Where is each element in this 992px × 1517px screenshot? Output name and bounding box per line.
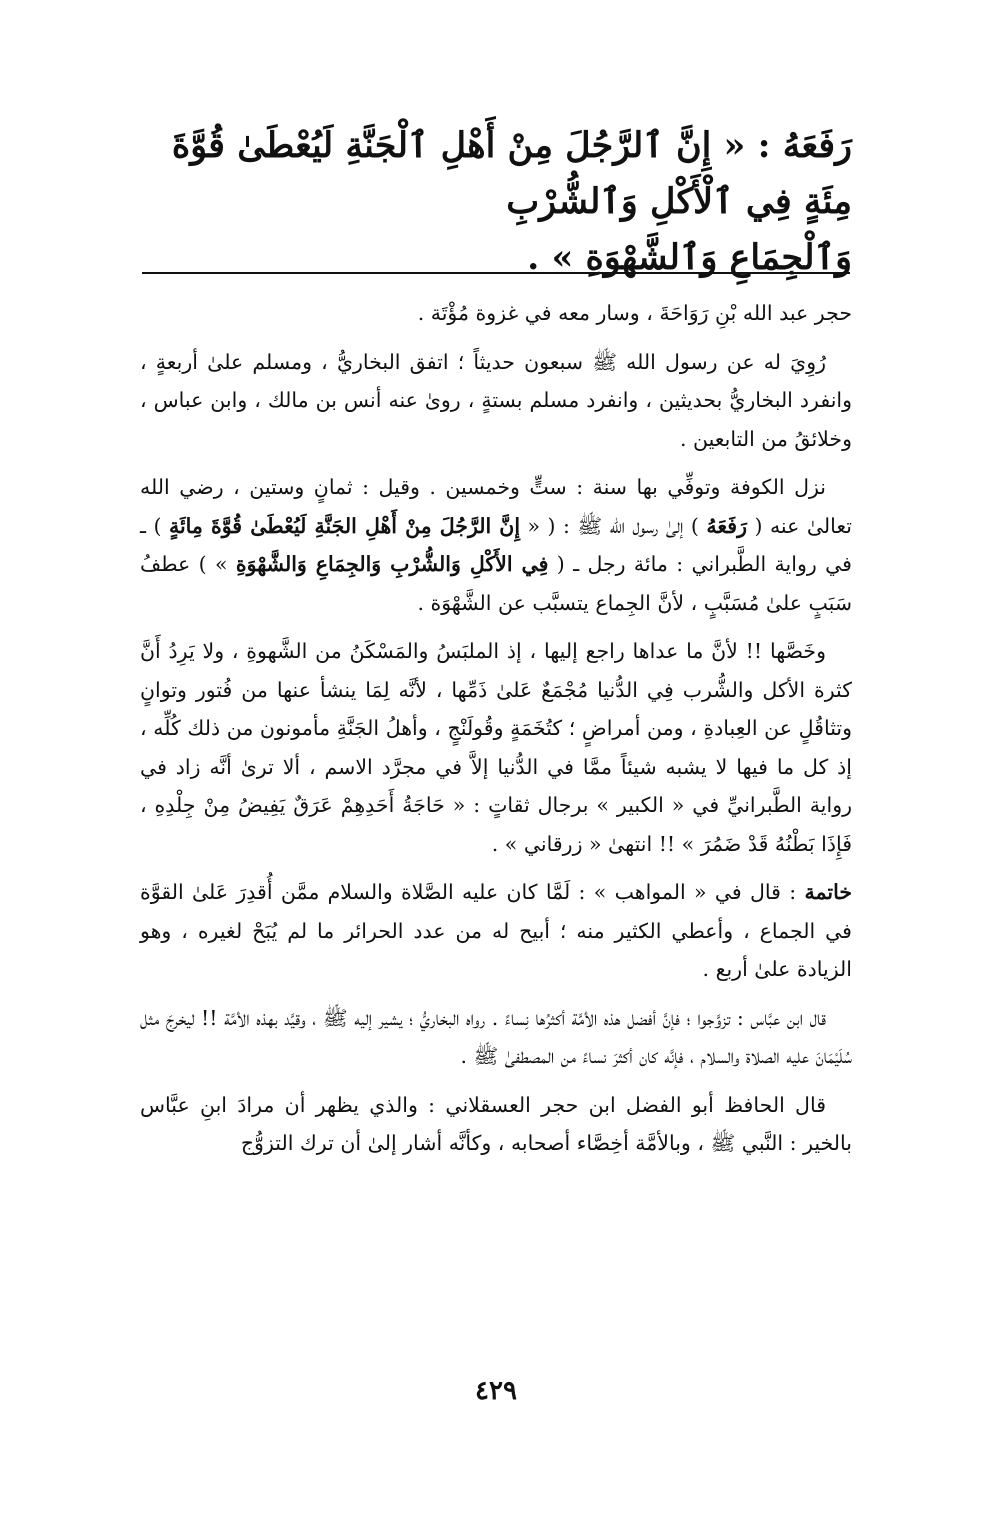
quoted-hadith: إِنَّ الرَّجُلَ مِنْ أَهْلِ الجَنَّةِ لَيُعْطَىٰ قُوَّةَ مِائَةٍ: [168, 513, 521, 538]
text-run: » ) عطفُ سَبَبٍ علىٰ مُسَبَّبٍ ، لأنَّ الجِماع يتسبَّب عن الشَّهْوَة .: [140, 552, 852, 615]
paragraph: وخَصَّها !! لأنَّ ما عداها راجع إليها ، إذ الملبَسُ والمَسْكَنُ من الشَّهوةِ ، ولا يَرِدُ أَنَّ كثرة الأكل والشُّرب فِي الدُّنيا مُجْمَعٌ عَلىٰ ذَمِّها ، لأنَّه لِمَا ينشأ عنها من فُتور وتوانٍ وتثاقُلٍ عن العِبادةِ ، ومن أمراضٍ ؛ كتُخَمَةٍ وقُولَنْجٍ ، وأهلُ الجَنَّةِ مأمونون من ذلك كُلِّه ، إذ كل ما فيها لا يشبه شيئاً ممَّا في الدُّنيا إلاَّ في مجرَّد الاسم ، ألا ترىٰ أنَّه زاد في رواية الطَّبرانيِّ في « الكبير » برجال ثقاتٍ : « حَاجَةُ أَحَدِهِمْ عَرَقٌ يَفِيضُ مِنْ جِلْدِهِ ، فَإِذَا بَطْنُهُ قَدْ ضَمُرَ » !! انتهىٰ « زرقاني » .: [140, 639, 852, 856]
hadith-line-2: وَٱلْجِمَاعِ وَٱلشَّهْوَةِ » .: [527, 237, 852, 278]
section-divider: [142, 272, 850, 274]
text-run: ) ـ في رواية الطَّبراني : مائة رجل ـ (: [140, 513, 852, 576]
text-run: نزل الكوفة وتوفِّي بها سنة : ستٍّ وخمسين . وقيل : ثمانٍ وستين ، رضي الله تعالىٰ عنه (: [140, 475, 852, 538]
text-run: : قال في « المواهب » : لَمَّا كان عليه الصَّلاة والسلام ممَّن أُقدِرَ عَلىٰ القوَّة في الجماع ، وأعطي الكثير منه ؛ أبيح له من عدد الحرائر ما لم يُبَحْ لغيره ، وهو الزيادة علىٰ أربع .: [140, 880, 852, 981]
paragraph: [140, 468, 852, 622]
hadith-text: [140, 118, 852, 286]
hadith-line-1: رَفَعَهُ : « إِنَّ ٱلرَّجُلَ مِنْ أَهْلِ ٱلْجَنَّةِ لَيُعْطَىٰ قُوَّةَ مِئَةٍ فِي ٱلْأَكْلِ وَٱلشُّرْبِ: [171, 125, 852, 222]
paragraph: قال الحافظ أبو الفضل ابن حجر العسقلاني : والذي يظهر أن مرادَ ابنِ عبَّاس بالخير : النَّبي ﷺ ، وبالأمَّة أخِصَّاء أصحابه ، وكأنَّه أشار إلىٰ أن ترك التزوُّج: [140, 1092, 852, 1155]
quoted-hadith: فِي الأَكْلِ وَالشُّرْبِ وَالجِمَاعِ وَالشَّهْوَةِ: [235, 552, 549, 576]
quoted-keyword: رَفَعَهُ: [706, 513, 747, 538]
page-number: ٤٢٩: [475, 1376, 517, 1406]
paragraph: [140, 873, 852, 989]
paragraph: قال ابن عبَّاس : تزوَّجوا ؛ فإنَّ أفضل هذه الأمَّة أكثرُها نِساءً . رواه البخاريُّ ؛ يشير إليه ﷺ ، وقيَّد بهذه الأمَّة !! ليخرجَ مثل سُلَيْمَانَ عليه الصلاة والسلام ، فإنَّه كان أكثرَ نساءً من المصطفىٰ ﷺ .: [140, 1005, 852, 1068]
paragraph: حجر عبد الله بْنِ رَوَاحَةَ ، وسار معه في غزوة مُؤْتَة .: [417, 301, 852, 325]
commentary: [140, 294, 852, 1173]
paragraph: رُوِيَ له عن رسول الله ﷺ سبعون حديثاً ؛ اتفق البخاريُّ ، ومسلم علىٰ أربعةٍ ، وانفرد البخاريُّ بحديثين ، وانفرد مسلم بستةٍ ، روىٰ عنه أنس بن مالك ، وابن عباس ، وخلائقُ من التابعين .: [140, 349, 852, 451]
text-run: ) إلىٰ رسول الله ﷺ : ( «: [520, 513, 707, 538]
conclusion-label: خاتمة: [804, 880, 852, 904]
